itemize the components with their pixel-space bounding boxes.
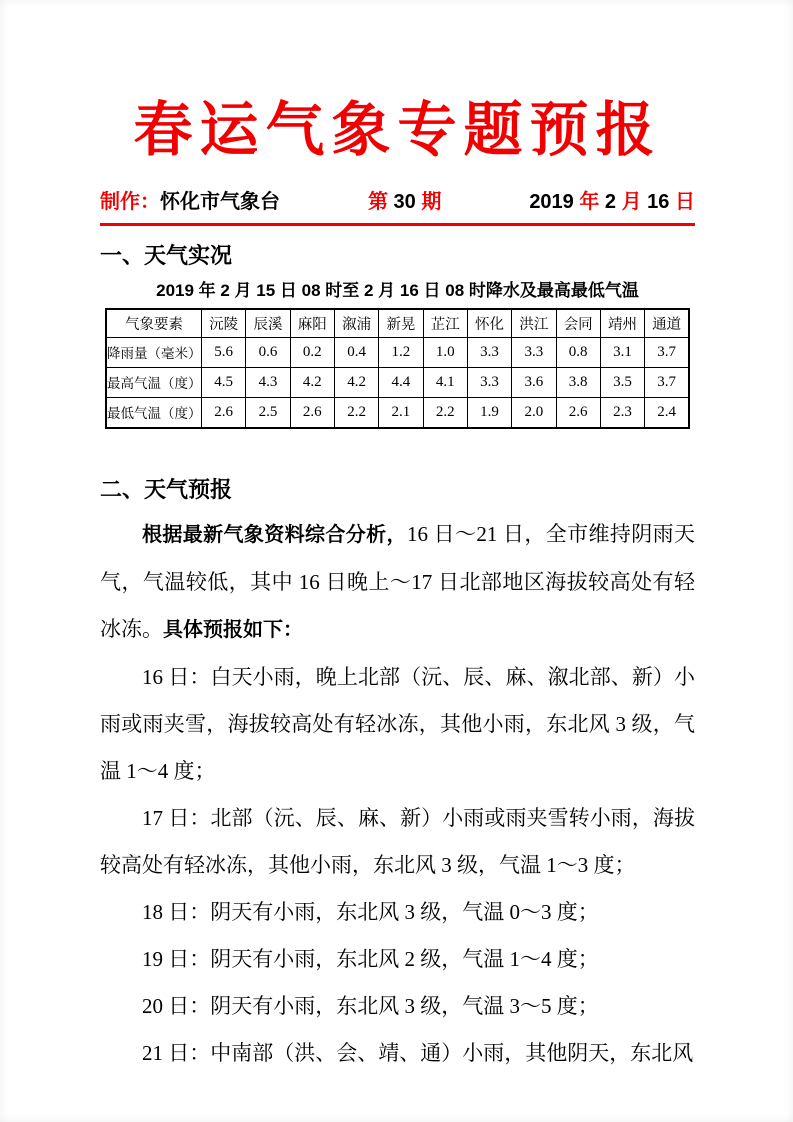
issue-number bbox=[368, 189, 441, 216]
text-run: 16 日：白天小雨，晚上北部（沅、辰、麻、溆北部、新）小雨或雨夹雪，海拔较高处有轻冰冻，其他小雨，东北风 3 级，气温 1～4 度； bbox=[100, 664, 695, 783]
table-cell: 2.3 bbox=[600, 397, 644, 428]
column-header: 溆浦 bbox=[334, 309, 378, 338]
table-cell: 1.9 bbox=[467, 397, 511, 428]
text-run: 16 日～21 日，全市维持阴雨天气，气温较低，其中 16 日晚上～17 日北部地区海拔较高处有轻冰冻。 bbox=[100, 521, 696, 641]
column-header: 新晃 bbox=[379, 309, 423, 338]
forecast-paragraph bbox=[100, 1030, 695, 1077]
divider-rule bbox=[100, 223, 695, 226]
table-cell: 4.1 bbox=[423, 367, 467, 397]
table-row bbox=[106, 397, 689, 428]
text-run: 怀化市气象台 bbox=[160, 190, 280, 213]
table-row bbox=[106, 337, 689, 367]
column-header: 怀化 bbox=[467, 309, 511, 338]
column-header: 麻阳 bbox=[290, 309, 334, 338]
table-cell: 2.4 bbox=[645, 397, 689, 428]
table-cell: 3.3 bbox=[467, 337, 511, 367]
table-cell: 0.8 bbox=[556, 337, 600, 367]
table-cell: 4.5 bbox=[202, 367, 246, 397]
table-cell: 2.6 bbox=[290, 397, 334, 428]
producer-line bbox=[100, 189, 280, 216]
text-run: 期 bbox=[415, 190, 442, 213]
table-cell: 0.2 bbox=[290, 337, 334, 367]
column-header: 洪江 bbox=[512, 309, 556, 338]
table-cell: 4.3 bbox=[246, 367, 290, 397]
table-cell: 3.8 bbox=[556, 367, 600, 397]
column-header: 会同 bbox=[556, 309, 600, 338]
text-run: 具体预报如下： bbox=[163, 618, 303, 641]
text-run: 18 日：阴天有小雨，东北风 3 级，气温 0～3 度； bbox=[142, 899, 599, 924]
text-run: 17 日：北部（沅、辰、麻、新）小雨或雨夹雪转小雨，海拔较高处有轻冰冻，其他小雨，东北风 3 级，气温 1～3 度； bbox=[100, 805, 695, 877]
table-cell: 1.0 bbox=[423, 337, 467, 367]
column-header: 芷江 bbox=[423, 309, 467, 338]
forecast-paragraph bbox=[100, 936, 695, 983]
text-run: 20 日：阴天有小雨，东北风 3 级，气温 3～5 度； bbox=[142, 993, 599, 1018]
table-cell: 3.7 bbox=[645, 367, 689, 397]
text-run: 16 bbox=[641, 190, 675, 213]
table-cell: 0.6 bbox=[246, 337, 290, 367]
masthead bbox=[100, 189, 695, 216]
text-run: 制作： bbox=[100, 190, 160, 213]
table-cell: 2.2 bbox=[334, 397, 378, 428]
table-cell: 2.6 bbox=[202, 397, 246, 428]
text-run: 30 bbox=[393, 190, 416, 213]
table-cell: 2.2 bbox=[423, 397, 467, 428]
forecast-paragraphs bbox=[100, 511, 695, 1077]
forecast-paragraph bbox=[100, 511, 695, 654]
text-run: 2019 bbox=[529, 190, 580, 213]
column-header: 通道 bbox=[645, 309, 689, 338]
table-cell: 5.6 bbox=[202, 337, 246, 367]
row-label: 最高气温（度） bbox=[106, 367, 202, 397]
table-header-row bbox=[106, 309, 689, 338]
text-run: 日 bbox=[674, 190, 695, 213]
text-run: 第 bbox=[367, 190, 394, 213]
text-run: 19 日：阴天有小雨，东北风 2 级，气温 1～4 度； bbox=[142, 946, 599, 971]
table-cell: 1.2 bbox=[379, 337, 423, 367]
table-cell: 4.2 bbox=[334, 367, 378, 397]
table-cell: 0.4 bbox=[334, 337, 378, 367]
table-cell: 3.3 bbox=[467, 367, 511, 397]
table-cell: 3.6 bbox=[512, 367, 556, 397]
text-run: 21 日：中南部（洪、会、靖、通）小雨，其他阴天，东北风 bbox=[142, 1040, 694, 1065]
column-header: 气象要素 bbox=[106, 309, 202, 338]
text-run: 根据最新气象资料综合分析， bbox=[142, 523, 407, 546]
forecast-paragraph bbox=[100, 795, 695, 889]
table-cell: 4.4 bbox=[379, 367, 423, 397]
text-run: 年 bbox=[579, 190, 600, 213]
forecast-paragraph bbox=[100, 889, 695, 936]
section-weather-actual-heading: 一、天气实况 bbox=[100, 242, 233, 268]
column-header: 辰溪 bbox=[246, 309, 290, 338]
table-cell: 4.2 bbox=[290, 367, 334, 397]
forecast-paragraph bbox=[100, 654, 695, 795]
issue-date bbox=[529, 189, 695, 216]
column-header: 沅陵 bbox=[202, 309, 246, 338]
table-cell: 2.6 bbox=[556, 397, 600, 428]
table-cell: 3.3 bbox=[512, 337, 556, 367]
table-cell: 2.1 bbox=[379, 397, 423, 428]
document-title: 春运气象专题预报 bbox=[133, 97, 662, 163]
text-run: 月 bbox=[621, 190, 642, 213]
table-cell: 2.0 bbox=[512, 397, 556, 428]
column-header: 靖州 bbox=[600, 309, 644, 338]
row-label: 最低气温（度） bbox=[106, 397, 202, 428]
section-forecast-heading: 二、天气预报 bbox=[100, 476, 233, 502]
row-label: 降雨量（毫米） bbox=[106, 337, 202, 367]
table-cell: 3.5 bbox=[600, 367, 644, 397]
table-cell: 2.5 bbox=[246, 397, 290, 428]
table-cell: 3.7 bbox=[645, 337, 689, 367]
table-cell: 3.1 bbox=[600, 337, 644, 367]
weather-table-caption: 2019 年 2 月 15 日 08 时至 2 月 16 日 08 时降水及最高最低气温 bbox=[156, 280, 639, 300]
table-row bbox=[106, 367, 689, 397]
forecast-paragraph bbox=[100, 983, 695, 1030]
weather-table bbox=[105, 308, 690, 429]
text-run: 2 bbox=[599, 190, 622, 213]
